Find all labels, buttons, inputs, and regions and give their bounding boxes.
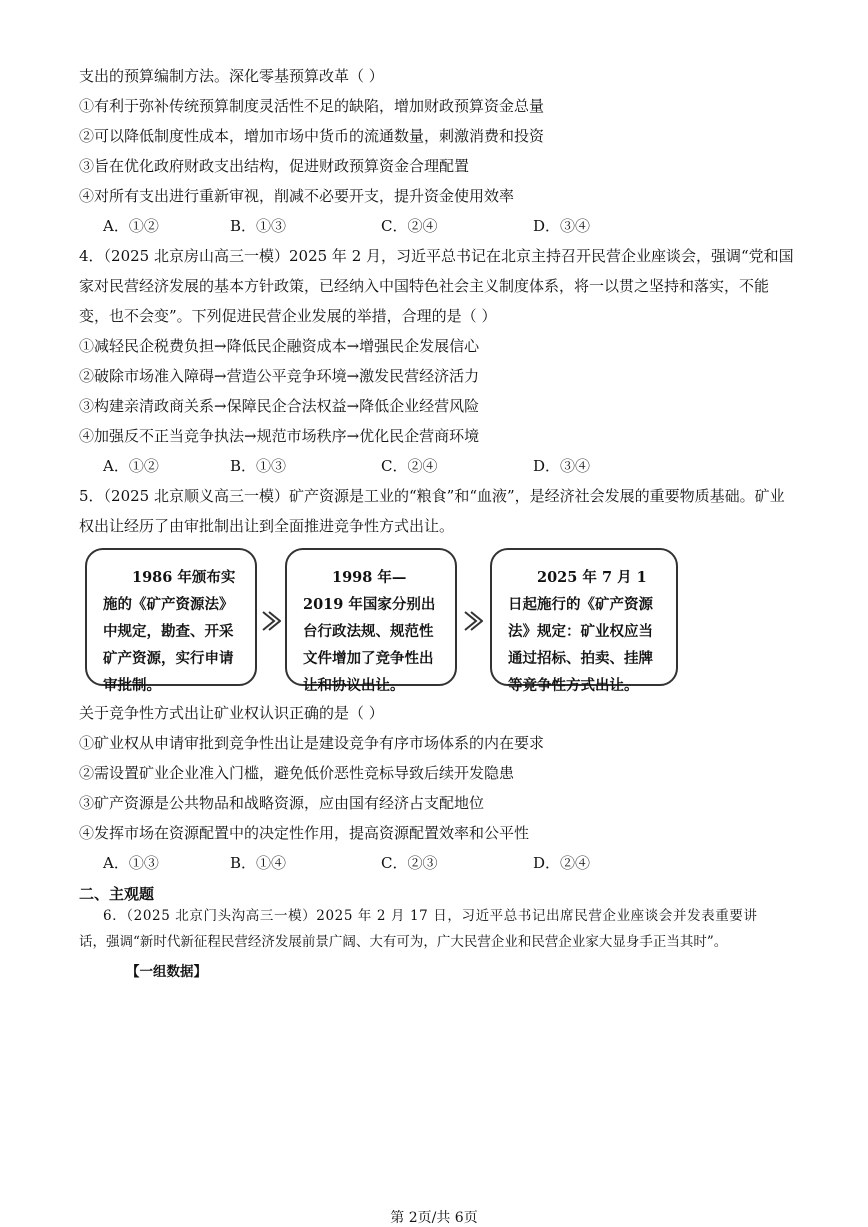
q6-stem-line-2: 话，强调“新时代新征程民营经济发展前景广阔、大有可为，广大民营企业和民营企业家大显身手正当其时”。	[79, 934, 728, 950]
q3-option-b: B．①③	[230, 217, 287, 235]
q5-item-4: ④发挥市场在资源配置中的决定性作用，提高资源配置效率和公平性	[79, 824, 530, 842]
data-group-heading: 【一组数据】	[126, 964, 207, 980]
q4-stem-line-3: 变，也不会变”。下列促进民营企业发展的举措，合理的是（ ）	[79, 307, 497, 325]
chevron-right-icon	[461, 610, 483, 632]
q3-option-d: D．③④	[533, 217, 591, 235]
q4-stem-line-2: 家对民营经济发展的基本方针政策，已经纳入中国特色社会主义制度体系，将一以贯之坚持和落实，不能	[79, 277, 770, 295]
flow-box-1998-2019-text: 1998 年—2019 年国家分别出台行政法规、规范性文件增加了竞争性出让和协议出让。	[303, 569, 436, 694]
q5-stem-line-1: 5．（2025 北京顺义高三一模）矿产资源是工业的“粮食”和“血液”，是经济社会发展的重要物质基础。矿业	[79, 487, 785, 505]
page-number: 第 2页/共 6页	[390, 1210, 478, 1226]
flow-box-1998-2019	[285, 548, 457, 694]
q5-item-2: ②需设置矿业企业准入门槛，避免低价恶性竞标导致后续开发隐患	[79, 764, 515, 782]
q5-question: 关于竞争性方式出让矿业权认识正确的是（ ）	[79, 704, 384, 722]
section-heading: 二、主观题	[79, 885, 155, 903]
q6-stem-line-1: 6．（2025 北京门头沟高三一模）2025 年 2 月 17 日，习近平总书记出席民营企业座谈会并发表重要讲	[103, 908, 758, 924]
q3-item-4: ④对所有支出进行重新审视，削减不必要开支，提升资金使用效率	[79, 187, 515, 205]
q3-item-1: ①有利于弥补传统预算制度灵活性不足的缺陷，增加财政预算资金总量	[79, 97, 545, 115]
q5-stem-line-2: 权出让经历了由审批制出让到全面推进竞争性方式出让。	[79, 517, 455, 535]
flow-box-1986-text: 1986 年颁布实施的《矿产资源法》中规定，勘查、开采矿产资源，实行申请审批制。	[103, 569, 236, 694]
flow-box-2025-text: 2025 年 7 月 1 日起施行的《矿产资源法》规定：矿业权应当通过招标、拍卖、挂牌等竞争性方式出让。	[508, 569, 653, 694]
q5-item-3: ③矿产资源是公共物品和战略资源，应由国有经济占支配地位	[79, 794, 485, 812]
q4-item-1: ①减轻民企税费负担→降低民企融资成本→增强民企发展信心	[79, 337, 480, 355]
mining-rights-flow-diagram	[85, 548, 680, 694]
q5-option-b: B．①④	[230, 854, 287, 872]
q4-item-4: ④加强反不正当竞争执法→规范市场秩序→优化民企营商环境	[79, 427, 480, 445]
q5-item-1: ①矿业权从申请审批到竞争性出让是建设竞争有序市场体系的内在要求	[79, 734, 545, 752]
q3-stem: 支出的预算编制方法。深化零基预算改革（ ）	[79, 67, 384, 85]
q4-item-2: ②破除市场准入障碍→营造公平竞争环境→激发民营经济活力	[79, 367, 480, 385]
q3-option-c: C．②④	[381, 217, 438, 235]
flow-box-2025	[490, 548, 678, 694]
q4-option-d: D．③④	[533, 457, 591, 475]
q3-option-a: A．①②	[103, 217, 159, 235]
q5-option-c: C．②③	[381, 854, 438, 872]
q4-stem-line-1: 4．（2025 北京房山高三一模）2025 年 2 月，习近平总书记在北京主持召开民营企业座谈会，强调“党和国	[79, 247, 794, 265]
q3-item-3: ③旨在优化政府财政支出结构，促进财政预算资金合理配置	[79, 157, 470, 175]
flow-box-1986	[85, 548, 257, 694]
q5-option-a: A．①③	[103, 854, 159, 872]
chevron-right-icon	[259, 610, 281, 632]
q3-item-2: ②可以降低制度性成本，增加市场中货币的流通数量，刺激消费和投资	[79, 127, 545, 145]
q4-option-b: B．①③	[230, 457, 287, 475]
q4-option-c: C．②④	[381, 457, 438, 475]
q5-option-d: D．②④	[533, 854, 591, 872]
q4-item-3: ③构建亲清政商关系→保障民企合法权益→降低企业经营风险	[79, 397, 480, 415]
q4-option-a: A．①②	[103, 457, 159, 475]
